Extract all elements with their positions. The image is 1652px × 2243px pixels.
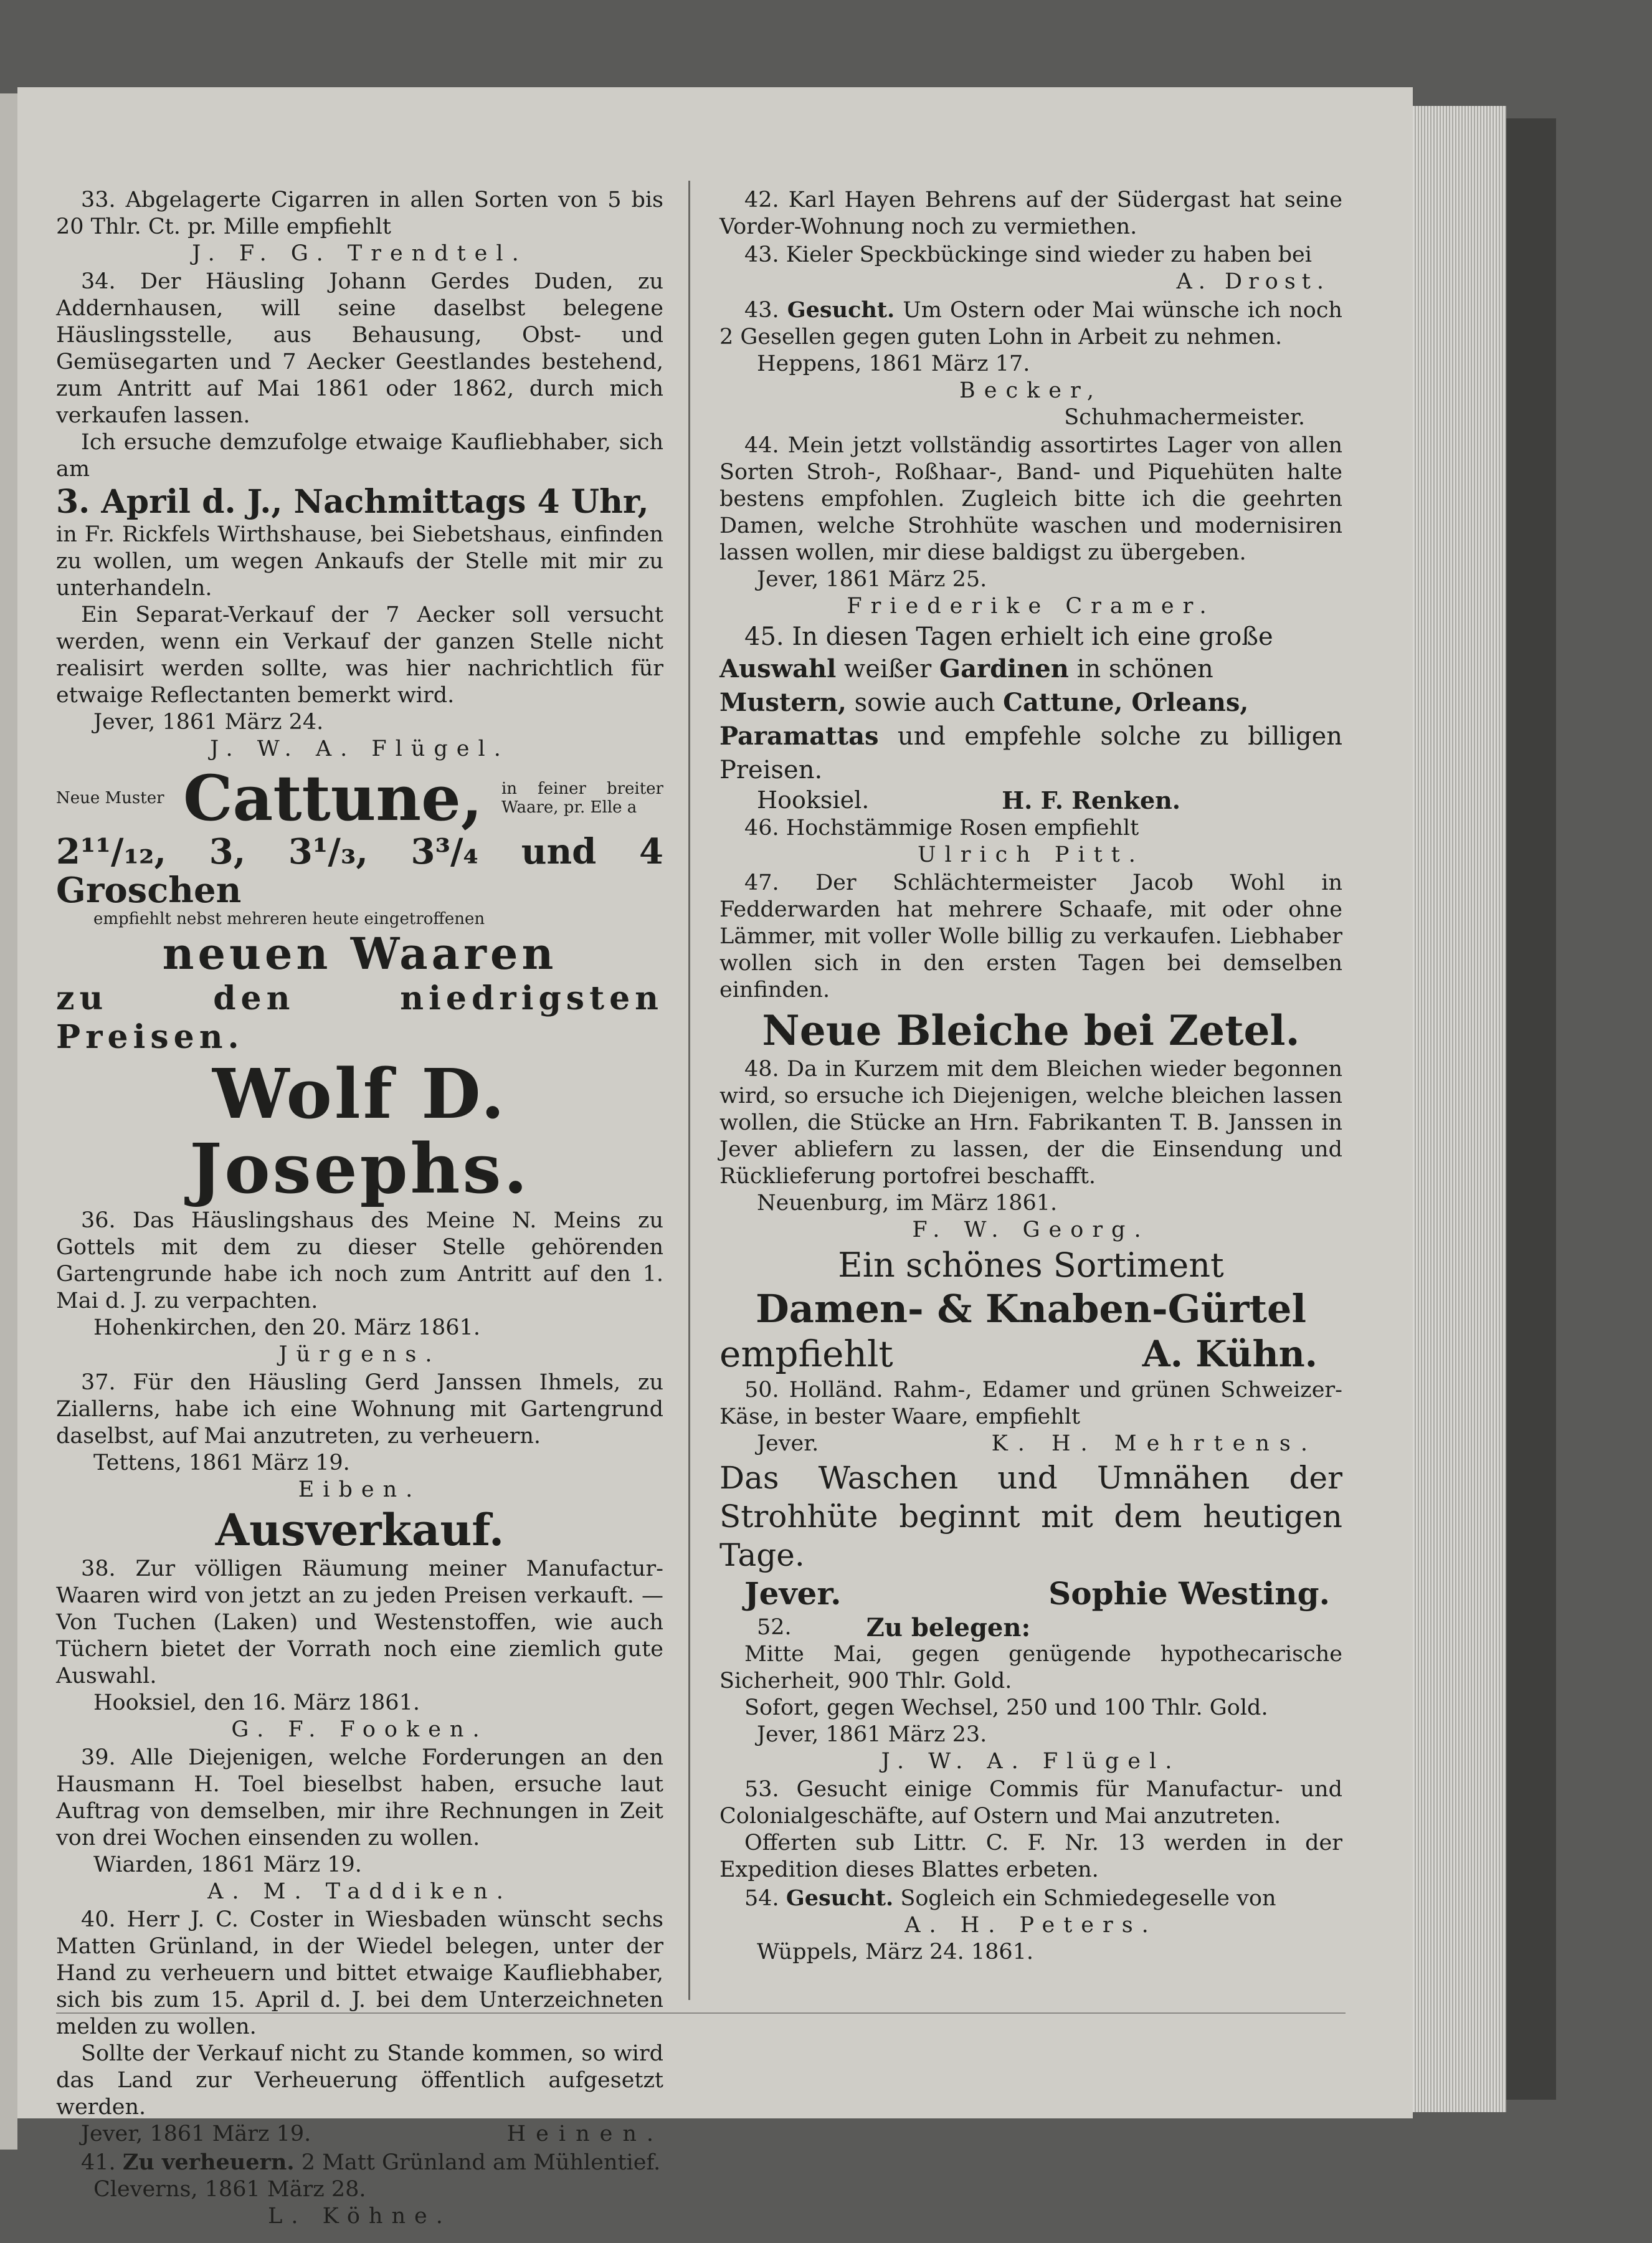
right-column — [719, 187, 1342, 1967]
ad-43a-text: 43. Kieler Speckbückinge sind wieder zu haben bei — [744, 242, 1312, 267]
ad-44-signature: Friederike Cramer. — [847, 594, 1215, 619]
ad-51 — [719, 1459, 1342, 1613]
ad-49 — [719, 1245, 1342, 1376]
ad-38-headline: Ausverkauf. — [215, 1504, 505, 1556]
ad-34 — [56, 269, 663, 763]
ad-45-mustern: Mustern, — [719, 688, 847, 717]
ad-46-text: 46. Hochstämmige Rosen empfiehlt — [744, 816, 1139, 841]
ad-33-text: 33. Abgelagerte Cigarren in allen Sorten von 5 bis 20 Thlr. Ct. pr. Mille empfiehlt — [56, 188, 663, 239]
ad-34-p4: Ein Separat-Verkauf der 7 Aecker soll versucht werden, wenn ein Verkauf der ganzen Stelle nicht realisirt werden sollte, was hier nachrichtlich für etwaige Reflectanten bemerkt wird. — [56, 602, 663, 708]
ad-40-text: 40. Herr J. C. Coster in Wiesbaden wünscht sechs Matten Grünland, in der Wiedel belegen, unter der Hand zu verheuern und bittet etwaige Kaufliebhaber, sich bis zum 15. April d. J. bei dem Unterzeichneten melden zu wollen. — [56, 1907, 663, 2039]
ad-42 — [719, 187, 1342, 240]
ad-34-p3: in Fr. Rickfels Wirthshause, bei Siebetshaus, einfinden zu wollen, um wegen Ankaufs der Stelle mit mir zu unterhandeln. — [56, 522, 663, 601]
ad-51-signature: Sophie Westing. — [1048, 1575, 1330, 1612]
ad-37-place: Tettens, 1861 März 19. — [93, 1450, 350, 1475]
ad-41-text: 2 Matt Grünland am Mühlentief. — [301, 2150, 661, 2175]
ad-49-signature: A. Kühn. — [1142, 1333, 1317, 1375]
ad-45-empfehle: und empfehle solche zu billigen Preisen. — [719, 722, 1342, 784]
ad-34-p2: Ich ersuche demzufolge etwaige Kaufliebhaber, sich am — [56, 430, 663, 482]
ad-40-text2: Sollte der Verkauf nicht zu Stande kommen, so wird das Land zur Verheuerung öffentlich aufgesetzt werden. — [56, 2041, 663, 2120]
book-binding — [1506, 118, 1556, 2100]
ad-39-place: Wiarden, 1861 März 19. — [93, 1852, 362, 1877]
ad-40-footer — [56, 2121, 663, 2148]
left-column — [56, 187, 663, 2231]
ad-43a-signature: A. Drost. — [1176, 269, 1330, 294]
ad-36-place: Hohenkirchen, den 20. März 1861. — [93, 1315, 480, 1340]
ad-51-place: Jever. — [744, 1575, 842, 1612]
ad-35-neuen-waaren: neuen Waaren — [162, 928, 558, 979]
ad-43b-title: Schuhmachermeister. — [1064, 405, 1305, 430]
ad-49-line3 — [719, 1332, 1342, 1376]
ad-36 — [56, 1207, 663, 1368]
ad-43b-num: 43. — [744, 298, 779, 323]
ad-46-signature: Ulrich Pitt. — [918, 842, 1144, 867]
ad-45-cattune: Cattune, Orleans, — [1003, 688, 1249, 717]
ad-35-neue-muster: Neue Muster — [56, 789, 164, 807]
ad-45-sowie: sowie auch — [854, 688, 995, 717]
ad-35-empfiehlt: empfiehlt nebst mehreren heute eingetroffenen — [93, 910, 485, 928]
ad-40-signature: Heinen. — [506, 2122, 663, 2146]
ad-48-headline: Neue Bleiche bei Zetel. — [762, 1006, 1300, 1055]
ad-54-num: 54. — [744, 1886, 779, 1911]
ad-44-place: Jever, 1861 März 25. — [757, 567, 987, 592]
ad-48-place: Neuenburg, im März 1861. — [757, 1191, 1058, 1216]
ad-49-line2: Damen- & Knaben-Gürtel — [755, 1286, 1306, 1331]
ad-44-text: 44. Mein jetzt vollständig assortirtes Lager von allen Sorten Stroh-, Roßhaar-, Band- und Piquehüten halte bestens empfohlen. Zugleich bitte ich die geehrten Damen, welche Strohhüte waschen und modernisiren lassen wollen, mir diese baldigst zu übergeben. — [719, 433, 1342, 565]
ad-53 — [719, 1776, 1342, 1883]
ad-45-schoenen: in schönen — [1076, 655, 1213, 683]
page-stack-edge — [1413, 106, 1506, 2112]
ad-35-prices: 2¹¹/₁₂, 3, 3¹/₃, 3³/₄ und 4 Groschen — [56, 831, 663, 911]
ad-42-text: 42. Karl Hayen Behrens auf der Südergast hat seine Vorder-Wohnung noch zu vermiethen. — [719, 188, 1342, 239]
ad-34-signature: J. W. A. Flügel. — [210, 736, 510, 761]
ad-52-heading: Zu belegen: — [866, 1613, 1031, 1642]
ad-41-heading: Zu verheuern. — [122, 2150, 295, 2175]
ad-45 — [719, 621, 1342, 814]
ad-37 — [56, 1369, 663, 1503]
ad-41-place: Cleverns, 1861 März 28. — [93, 2177, 366, 2202]
ad-52-line1: Mitte Mai, gegen genügende hypothecarische Sicherheit, 900 Thlr. Gold. — [719, 1642, 1342, 1693]
ad-33 — [56, 187, 663, 267]
ad-54-heading: Gesucht. — [786, 1885, 894, 1911]
ad-51-footer — [719, 1574, 1342, 1613]
ad-35-cattune-row — [56, 761, 663, 835]
left-page-edge — [0, 93, 17, 2150]
ad-52 — [719, 1614, 1342, 1775]
ad-52-place: Jever, 1861 März 23. — [757, 1722, 987, 1747]
ad-40 — [56, 1907, 663, 2148]
ad-37-text: 37. Für den Häusling Gerd Janssen Ihmels, zu Ziallerns, habe ich eine Wohnung mit Gartengrund daselbst, auf Mai anzutreten, zu verheuern. — [56, 1370, 663, 1449]
ad-43b — [719, 297, 1342, 431]
ad-48-signature: F. W. Georg. — [912, 1217, 1150, 1242]
ad-44 — [719, 432, 1342, 620]
ad-49-line1: Ein schönes Sortiment — [838, 1245, 1224, 1285]
ad-39 — [56, 1745, 663, 1905]
ad-35-feiner: in feiner breiter Waare, pr. Elle a — [501, 779, 663, 817]
ad-47-text: 47. Der Schlächtermeister Jacob Wohl in Fedderwarden hat mehrere Schaafe, mit oder ohne Lämmer, mit voller Wolle billig zu verkaufen. Liebhaber wollen sich in den ersten Tagen bei demselben einfinden. — [719, 870, 1342, 1002]
ad-54-line — [719, 1885, 1342, 1912]
ad-52-num: 52. — [757, 1615, 792, 1640]
ad-45-line4 — [719, 720, 1342, 787]
ad-39-text: 39. Alle Diejenigen, welche Forderungen an den Hausmann H. Toel bieselbst haben, ersuche laut Auftrag von demselben, mir ihre Rechnungen in Zeit von drei Wochen einsenden zu wollen. — [56, 1745, 663, 1850]
ad-45-paramattas: Paramattas — [719, 721, 879, 751]
ad-53-text: 53. Gesucht einige Commis für Manufactur- und Colonialgeschäfte, auf Ostern und Mai anzutreten. — [719, 1777, 1342, 1829]
ad-43b-signature: Becker, — [959, 378, 1103, 403]
ad-45-auswahl: Auswahl — [719, 654, 837, 683]
ad-38-text: 38. Zur völligen Räumung meiner Manufactur-Waaren wird von jetzt an zu jeden Preisen verkauft. — Von Tuchen (Laken) und Westenstoffen, wie auch Tüchern bietet der Vorrath noch eine ziemlich gute Auswahl. — [56, 1556, 663, 1688]
ad-34-p1: 34. Der Häusling Johann Gerdes Duden, zu Addernhausen, will seine daselbst belegene Häuslingsstelle, aus Behausung, Obst- und Gemüsegarten und 7 Aecker Geestlandes bestehend, zum Antritt auf Mai 1861 oder 1862, durch mich verkaufen lassen. — [56, 269, 663, 428]
ad-39-signature: A. M. Taddiken. — [207, 1879, 512, 1904]
ad-50-footer — [719, 1431, 1342, 1457]
ad-48-text: 48. Da in Kurzem mit dem Bleichen wieder begonnen wird, so ersuche ich Diejenigen, welche bleichen lassen wollen, die Stücke an Hrn. Fabrikanten T. B. Janssen in Jever abliefern zu lassen, der die Einsendung und Rücklieferung portofrei beschafft. — [719, 1057, 1342, 1189]
ad-50-place: Jever. — [757, 1431, 819, 1456]
ad-43b-place: Heppens, 1861 März 17. — [757, 351, 1030, 376]
ad-45-line2 — [719, 652, 1342, 686]
ad-50-signature: K. H. Mehrtens. — [991, 1431, 1317, 1456]
ad-54-place: Wüppels, März 24. 1861. — [757, 1940, 1034, 1964]
ad-43b-heading: Gesucht. — [787, 297, 895, 323]
ad-52-line2: Sofort, gegen Wechsel, 250 und 100 Thlr. Gold. — [744, 1695, 1268, 1720]
ad-37-signature: Eiben. — [298, 1477, 422, 1502]
ad-52-header — [719, 1614, 1342, 1641]
ad-35-firm: Wolf D. Josephs. — [189, 1054, 530, 1209]
ad-54-text: Sogleich ein Schmiedegeselle von — [900, 1886, 1276, 1911]
ad-50-text: 50. Holländ. Rahm-, Edamer und grünen Schweizer-Käse, in bester Waare, empfiehlt — [719, 1378, 1342, 1429]
ad-41-num: 41. — [81, 2150, 116, 2175]
ad-34-place: Jever, 1861 März 24. — [93, 710, 324, 735]
ad-36-signature: Jürgens. — [278, 1342, 441, 1367]
ad-43a — [719, 242, 1342, 295]
ad-35-preisen: zu den niedrigsten Preisen. — [56, 979, 663, 1056]
ad-34-date-line: 3. April d. J., Nachmittags 4 Uhr, — [56, 483, 649, 521]
ad-51-headline: Das Waschen und Umnähen der Strohhüte beginnt mit dem heutigen Tage. — [719, 1460, 1342, 1573]
ad-47 — [719, 870, 1342, 1004]
ad-48 — [719, 1005, 1342, 1244]
ad-35-cattune: Cattune, — [183, 761, 483, 835]
ad-45-gardinen: Gardinen — [939, 654, 1069, 683]
ad-45-footer — [719, 787, 1342, 814]
ad-38-signature: G. F. Fooken. — [231, 1717, 488, 1742]
ad-49-empfiehlt: empfiehlt — [719, 1333, 893, 1375]
ad-40-place: Jever, 1861 März 19. — [81, 2122, 311, 2146]
column-divider — [688, 181, 690, 2000]
ad-38-place: Hooksiel, den 16. März 1861. — [93, 1690, 420, 1715]
ad-52-signature: J. W. A. Flügel. — [881, 1749, 1181, 1774]
ad-54-signature: A. H. Peters. — [904, 1913, 1157, 1938]
ad-45-line3 — [719, 686, 1342, 720]
ad-38 — [56, 1505, 663, 1743]
ad-33-signature: J. F. G. Trendtel. — [192, 241, 528, 266]
ad-53-text2: Offerten sub Littr. C. F. Nr. 13 werden in der Expedition dieses Blattes erbeten. — [719, 1831, 1342, 1882]
ad-35 — [56, 761, 663, 1209]
ad-41 — [56, 2149, 663, 2230]
ad-41-signature: L. Köhne. — [268, 2204, 452, 2229]
ad-45-signature: H. F. Renken. — [1002, 786, 1180, 814]
ad-50 — [719, 1377, 1342, 1457]
ad-43b-text: Um Ostern oder Mai wünsche ich noch 2 Gesellen gegen guten Lohn in Arbeit zu nehmen. — [719, 298, 1342, 350]
ad-45-intro: 45. In diesen Tagen erhielt ich eine große — [744, 622, 1273, 651]
ad-54 — [719, 1885, 1342, 1966]
ad-45-place: Hooksiel. — [757, 786, 870, 814]
ad-41-line — [56, 2149, 663, 2176]
ad-46 — [719, 815, 1342, 869]
ad-36-text: 36. Das Häuslingshaus des Meine N. Meins zu Gottels mit dem zu dieser Stelle gehörenden Gartengrunde habe ich noch zum Antritt auf den 1. Mai d. J. zu verpachten. — [56, 1208, 663, 1313]
bottom-rule — [56, 2012, 1346, 2014]
ad-45-weisser: weißer — [843, 655, 932, 683]
ad-43b-line — [719, 297, 1342, 351]
